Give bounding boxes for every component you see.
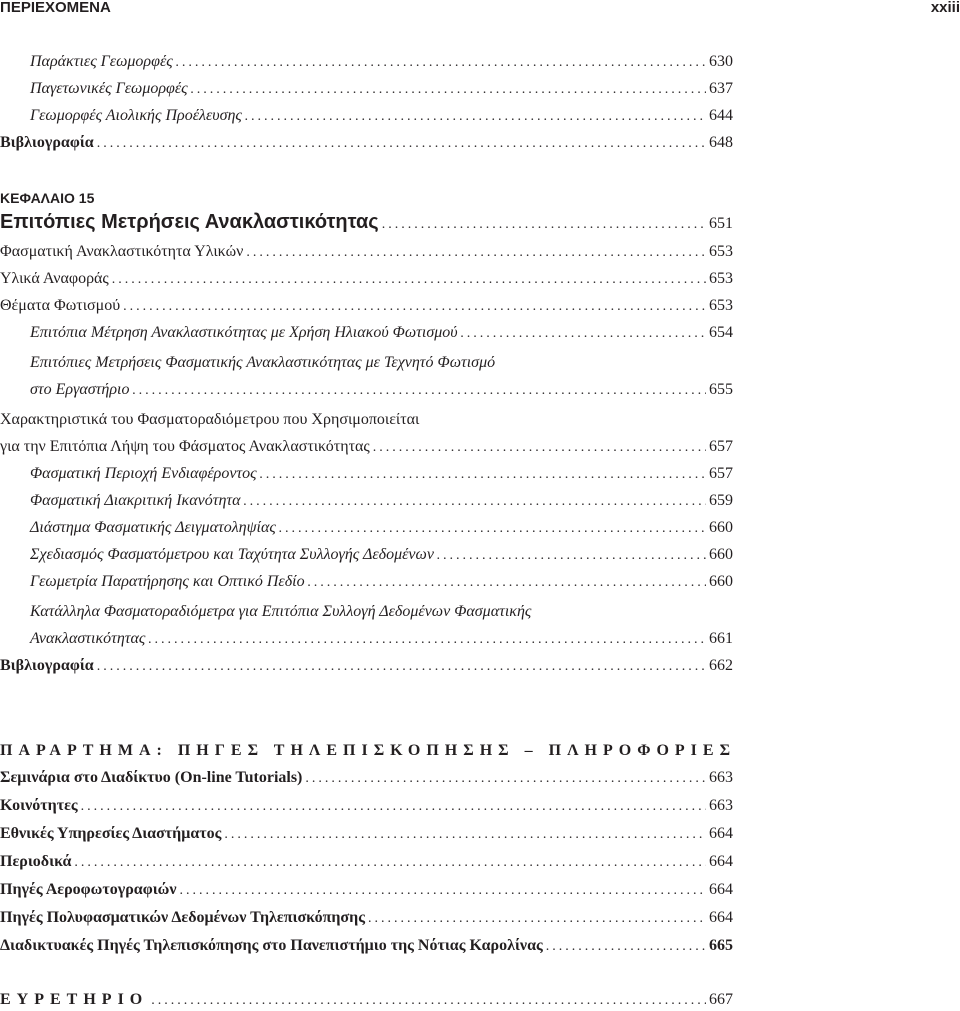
toc-entry-title: Παγετωνικές Γεωμορφές (30, 80, 188, 97)
toc-entry-title: Φασματική Περιοχή Ενδιαφέροντος (30, 465, 257, 482)
header-title: ΠΕΡΙΕΧΟΜΕΝΑ (0, 0, 111, 16)
toc-entry[interactable] (30, 106, 733, 127)
leader-dots (74, 853, 706, 873)
leader-dots (224, 825, 706, 845)
leader-dots (279, 519, 706, 539)
leader-dots (305, 769, 706, 789)
toc-entry[interactable] (0, 768, 733, 789)
toc-entry-page: 653 (709, 270, 733, 287)
toc-entry-page: 660 (709, 546, 733, 563)
chapter-title-entry[interactable] (0, 212, 733, 235)
leader-dots (97, 134, 706, 154)
toc-entry-title: Γεωμετρία Παρατήρησης και Οπτικό Πεδίο (30, 573, 305, 590)
toc-entry-title: Περιοδικά (0, 853, 72, 870)
toc-entry-page: 665 (709, 937, 733, 954)
toc-entry-title: Υλικά Αναφοράς (0, 270, 109, 287)
toc-entry[interactable] (0, 936, 733, 957)
leader-dots (81, 797, 706, 817)
toc-entry-title: στο Εργαστήριο (30, 381, 130, 398)
toc-entry-title: Διάστημα Φασματικής Δειγματοληψίας (30, 519, 276, 536)
toc-entry[interactable] (0, 269, 733, 290)
toc-entry-title: Επιτόπια Μέτρηση Ανακλαστικότητας με Χρήση Ηλιακού Φωτισμού (30, 324, 458, 341)
toc-entry-page: 663 (709, 797, 733, 814)
toc-entry-page: 651 (709, 215, 733, 232)
toc-entry-page: 637 (709, 80, 733, 97)
toc-entry-title-line1: Επιτόπιες Μετρήσεις Φασματικής Ανακλαστικότητας με Τεχνητό Φωτισμό (30, 354, 496, 371)
toc-entry-title: Διαδικτυακές Πηγές Τηλεπισκόπησης στο Πανεπιστήμιο της Νότιας Καρολίνας (0, 937, 543, 954)
leader-dots (260, 465, 706, 485)
toc-entry[interactable] (0, 437, 733, 458)
leader-dots (148, 630, 706, 650)
leader-dots (368, 909, 706, 929)
toc-entry[interactable] (30, 572, 733, 593)
toc-entry-page: 644 (709, 107, 733, 124)
leader-dots (132, 381, 706, 401)
toc-entry-page: 653 (709, 297, 733, 314)
toc-entry[interactable] (0, 242, 733, 263)
leader-dots (373, 438, 706, 458)
toc-entry-title-line1: Χαρακτηριστικά του Φασματοραδιόμετρου που Χρησιμοποιείται (0, 411, 420, 428)
toc-entry[interactable] (30, 79, 733, 100)
toc-entry-title: Γεωμορφές Αιολικής Προέλευσης (30, 107, 242, 124)
leader-dots (308, 573, 706, 593)
toc-entry-page: 663 (709, 769, 733, 786)
chapter-label: ΚΕΦΑΛΑΙΟ 15 (0, 190, 95, 206)
toc-entry-page: 664 (709, 909, 733, 926)
toc-entry[interactable] (30, 491, 733, 512)
index-entry[interactable] (0, 990, 733, 1011)
leader-dots (461, 324, 706, 344)
leader-dots (123, 297, 706, 317)
leader-dots (112, 270, 706, 290)
toc-entry[interactable] (30, 323, 733, 344)
toc-entry[interactable] (30, 380, 733, 401)
leader-dots (244, 492, 706, 512)
toc-entry-title: Φασματική Ανακλαστικότητα Υλικών (0, 243, 244, 260)
toc-entry-title: Θέματα Φωτισμού (0, 297, 121, 314)
leader-dots (546, 937, 706, 957)
toc-entry[interactable] (0, 656, 733, 677)
toc-entry-page: 664 (709, 881, 733, 898)
toc-entry-page: 660 (709, 573, 733, 590)
leader-dots (382, 215, 706, 235)
toc-entry-title: Βιβλιογραφία (0, 657, 94, 674)
toc-entry-title: Φασματική Διακριτική Ικανότητα (30, 492, 241, 509)
toc-entry[interactable] (0, 852, 733, 873)
toc-entry-page: 648 (709, 134, 733, 151)
leader-dots (97, 657, 706, 677)
toc-entry[interactable] (0, 908, 733, 929)
toc-entry-title: Εθνικές Υπηρεσίες Διαστήματος (0, 825, 222, 842)
toc-entry-page: 667 (709, 991, 733, 1008)
toc-entry-title: Παράκτιες Γεωμορφές (30, 53, 173, 70)
toc-entry-title: Σεμινάρια στο Διαδίκτυο (On-line Tutorials) (0, 769, 303, 786)
toc-entry[interactable] (30, 52, 733, 73)
toc-entry-page: 661 (709, 630, 733, 647)
toc-entry[interactable] (30, 629, 733, 650)
toc-entry[interactable] (0, 296, 733, 317)
leader-dots (151, 991, 706, 1011)
leader-dots (176, 53, 706, 73)
toc-entry-title: Κοινότητες (0, 797, 78, 814)
toc-entry-page: 664 (709, 853, 733, 870)
toc-entry-title-line1: Κατάλληλα Φασματοραδιόμετρα για Επιτόπια Συλλογή Δεδομένων Φασματικής (30, 603, 532, 620)
toc-entry-title: για την Επιτόπια Λήψη του Φάσματος Ανακλαστικότητας (0, 438, 370, 455)
toc-entry-title: Ανακλαστικότητας (30, 630, 146, 647)
toc-entry-title: Πηγές Αεροφωτογραφιών (0, 881, 177, 898)
toc-entry[interactable] (30, 464, 733, 485)
running-header (0, 0, 960, 20)
toc-entry[interactable] (0, 880, 733, 901)
toc-entry-title: Βιβλιογραφία (0, 134, 94, 151)
leader-dots (191, 80, 706, 100)
toc-entry-page: 653 (709, 243, 733, 260)
toc-entry-page: 654 (709, 324, 733, 341)
leader-dots (246, 243, 706, 263)
leader-dots (437, 546, 706, 566)
toc-entry[interactable] (30, 545, 733, 566)
toc-entry-title: Σχεδιασμός Φασματόμετρου και Ταχύτητα Συλλογής Δεδομένων (30, 546, 434, 563)
toc-entry[interactable] (0, 796, 733, 817)
toc-entry-page: 659 (709, 492, 733, 509)
index-title: ΕΥΡΕΤΗΡΙΟ (0, 991, 149, 1008)
leader-dots (180, 881, 707, 901)
toc-entry-page: 657 (709, 438, 733, 455)
toc-entry-page: 662 (709, 657, 733, 674)
toc-entry-page: 630 (709, 53, 733, 70)
chapter-title: Επιτόπιες Μετρήσεις Ανακλαστικότητας (0, 211, 379, 233)
appendix-heading: ΠΑΡΑΡΤΗΜΑ: ΠΗΓΕΣ ΤΗΛΕΠΙΣΚΟΠΗΣΗΣ – ΠΛΗΡΟΦΟΡΙΕΣ (0, 742, 737, 759)
page-number: xxiii (930, 0, 960, 16)
toc-entry-title: Πηγές Πολυφασματικών Δεδομένων Τηλεπισκόπησης (0, 909, 365, 926)
toc-entry[interactable] (0, 824, 733, 845)
leader-dots (245, 107, 706, 127)
toc-entry[interactable] (30, 518, 733, 539)
toc-entry-page: 655 (709, 381, 733, 398)
toc-entry[interactable] (0, 133, 733, 154)
toc-entry-page: 664 (709, 825, 733, 842)
toc-entry-page: 657 (709, 465, 733, 482)
toc-entry-page: 660 (709, 519, 733, 536)
